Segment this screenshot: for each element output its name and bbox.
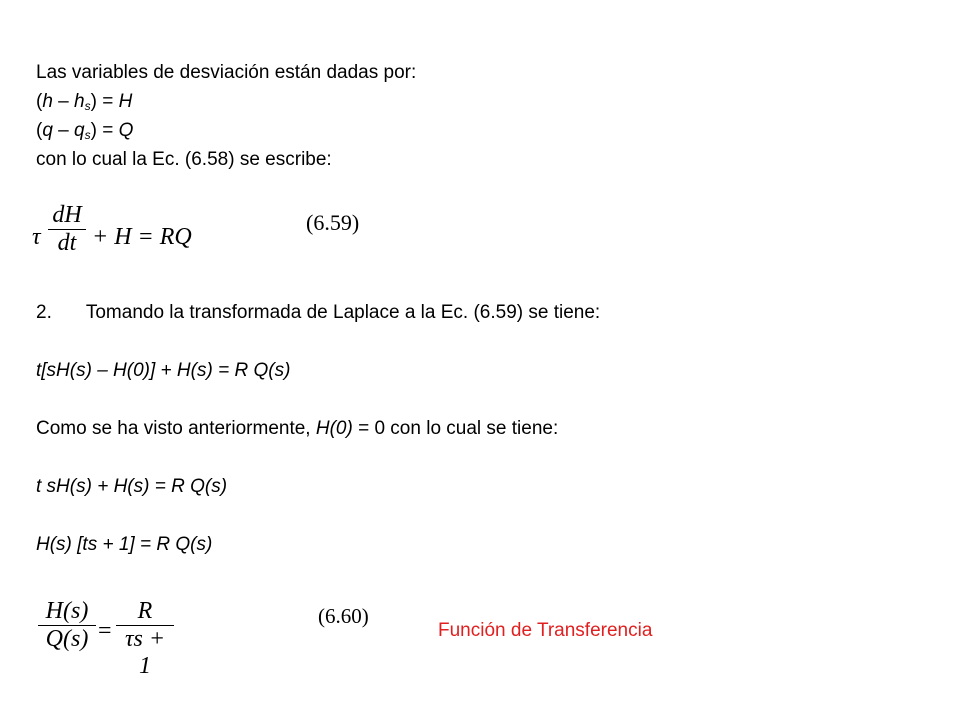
deviation-h: $(h - h_s) = H$ [36,91,133,113]
laplace-equation-2: t sH(s) + H(s) = R Q(s) [36,476,228,497]
eq659-denominator: dt [57,230,77,256]
eq660-label: (6.60) [318,604,369,628]
eq659-rest: + H = RQ [92,224,192,250]
ec-intro-text: con lo cual la Ec. (6.58) se escribe: [36,149,332,170]
eq660-rhs-numerator: R [137,598,153,624]
visto-text: Como se ha visto anteriormente, H(0) = 0 con lo cual se tiene: [36,418,559,439]
eq660-lhs-denominator: Q(s) [45,626,89,652]
eq660-lhs-fraction [38,598,96,653]
eq659-fraction [48,202,86,257]
deviation-q: $(q - q_s) = Q$ [36,120,134,142]
transfer-function-label: Función de Transferencia [438,620,653,641]
eq660-lhs-numerator: H(s) [45,598,89,624]
laplace-equation-1: t[sH(s) – H(0)] + H(s) = R Q(s) [36,360,291,381]
eq659-numerator: dH [52,202,82,228]
eq659-tau: τ [32,224,41,250]
step-2-number: 2. [36,302,52,323]
eq659-label: (6.59) [306,210,360,235]
step-2-text: Tomando la transformada de Laplace a la Ec. (6.59) se tiene: [85,302,601,323]
eq660-rhs-denominator: τs + 1 [124,626,166,679]
eq660-rhs-fraction [116,598,174,680]
step-2 [36,302,600,324]
eq660-equals: = [98,618,112,644]
intro-text: Las variables de desviación están dadas por: [36,62,417,83]
laplace-equation-3: H(s) [ts + 1] = R Q(s) [36,534,213,555]
